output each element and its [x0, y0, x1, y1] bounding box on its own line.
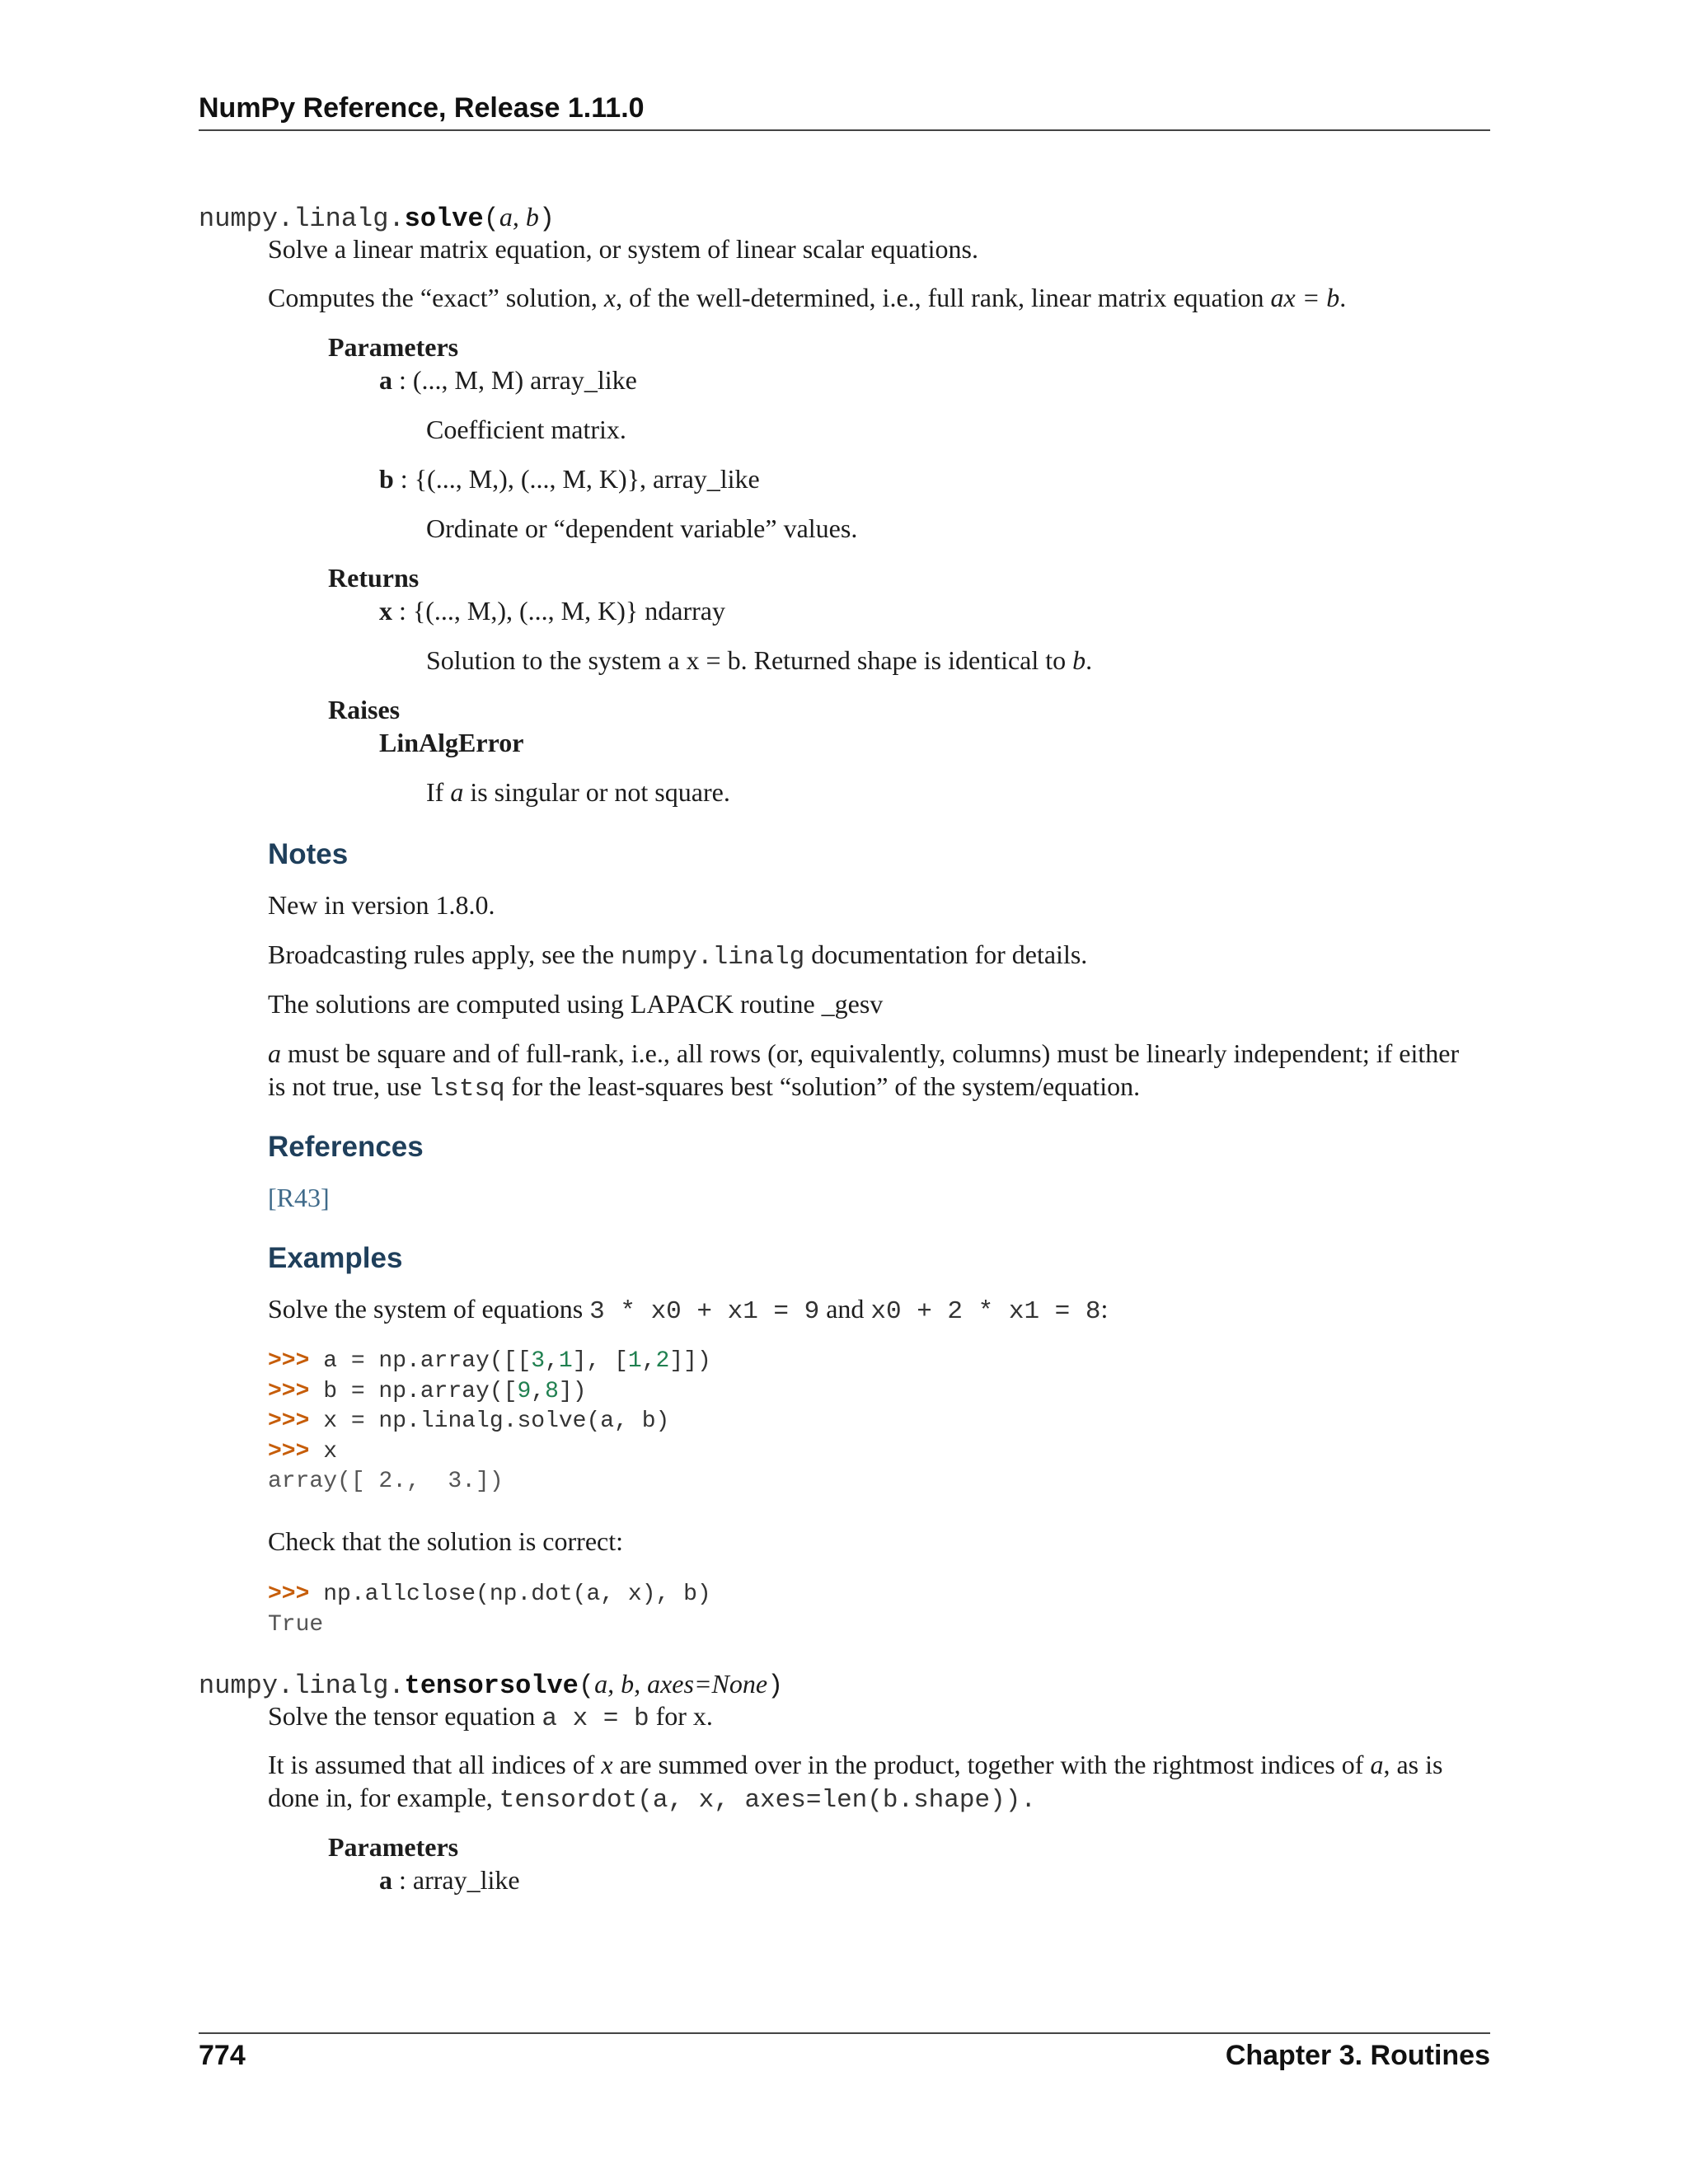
examples-intro	[268, 1294, 1108, 1326]
tensorsolve-signature	[199, 1669, 783, 1701]
return-x	[379, 596, 725, 626]
code-number: 1	[627, 1348, 642, 1374]
tensorsolve-function-name: tensorsolve	[404, 1671, 579, 1701]
tensorsolve-parameters-label: Parameters	[328, 1832, 459, 1862]
tensordot-code: tensordot(a, x, axes=len(b.shape))	[499, 1786, 1021, 1815]
close-paren: )	[538, 204, 556, 234]
code-text: ], [	[572, 1348, 628, 1374]
prompt-marker: >>>	[268, 1378, 310, 1404]
solve-description	[268, 283, 1346, 313]
note-square-text2: is not true, use	[268, 1071, 429, 1101]
equation-2-code: x0 + 2 * x1 = 8	[870, 1297, 1101, 1326]
code-line	[268, 1347, 711, 1377]
param-b-type: : {(..., M,), (..., M, K)}, array_like	[393, 464, 760, 494]
code-text: ])	[558, 1378, 587, 1404]
code-line	[268, 1610, 711, 1641]
code-line	[268, 1580, 711, 1610]
examples-intro-end: :	[1100, 1294, 1109, 1324]
note-broadcasting-text: Broadcasting rules apply, see the	[268, 940, 621, 969]
page-number: 774	[199, 2040, 246, 2071]
tensorsolve-desc-end: , as is	[1383, 1750, 1443, 1779]
examples-heading: Examples	[268, 1242, 403, 1274]
param-b-name: b	[379, 464, 394, 494]
lstsq-link[interactable]: lstsq	[428, 1075, 505, 1104]
raise-desc-var-a: a	[450, 777, 464, 807]
solve-module: numpy.linalg.	[199, 204, 405, 234]
code-number: 9	[517, 1378, 532, 1404]
code-text: b = np.array([	[309, 1378, 518, 1404]
code-number: 2	[655, 1348, 670, 1374]
tensorsolve-desc-var-x: x	[601, 1750, 613, 1779]
raises-label: Raises	[328, 695, 401, 724]
solve-signature	[199, 202, 555, 234]
note-var-a: a	[268, 1038, 281, 1068]
tensorsolve-summary-end: for x.	[649, 1701, 713, 1731]
code-text: x	[309, 1438, 338, 1465]
return-desc-text: Solution to the system a x = b. Returned shape is identical to	[426, 645, 1073, 675]
tensorsolve-param-a-name: a	[379, 1865, 392, 1895]
solve-args: a, b	[499, 202, 539, 232]
code-text: np.allclose(np.dot(a, x), b)	[309, 1582, 711, 1607]
code-line	[268, 1407, 711, 1437]
note-square-end: for the least-squares best “solution” of the system/equation.	[504, 1071, 1141, 1101]
prompt-marker: >>>	[268, 1408, 310, 1435]
equation-1-code: 3 * x0 + x1 = 9	[589, 1297, 820, 1326]
desc-equation: ax = b	[1270, 283, 1340, 312]
code-text: ,	[545, 1348, 559, 1374]
param-a-name: a	[379, 365, 392, 395]
code-text: x = np.linalg.solve(a, b)	[309, 1408, 670, 1435]
tensorsolve-desc2-text: done in, for example,	[268, 1783, 499, 1812]
solve-function-name: solve	[404, 204, 484, 234]
tensorsolve-desc-line1	[268, 1750, 1442, 1780]
code-number: 1	[558, 1348, 573, 1374]
tensorsolve-desc-line2	[268, 1783, 1036, 1815]
tensorsolve-desc-var-a: a	[1370, 1750, 1384, 1779]
code-block-2	[268, 1580, 711, 1640]
tensorsolve-desc2-end: .	[1020, 1786, 1036, 1815]
note-version: New in version 1.8.0.	[268, 890, 495, 920]
code-text: ,	[641, 1348, 656, 1374]
code-number: 8	[545, 1378, 559, 1404]
header-rule	[199, 129, 1490, 131]
prompt-marker: >>>	[268, 1348, 310, 1374]
examples-intro-text: Solve the system of equations	[268, 1294, 590, 1324]
open-paren: (	[578, 1671, 595, 1701]
parameters-label: Parameters	[328, 332, 459, 362]
tensorsolve-module: numpy.linalg.	[199, 1671, 405, 1701]
code-line	[268, 1467, 711, 1497]
return-x-name: x	[379, 596, 392, 626]
note-square-line1	[268, 1038, 1459, 1069]
open-paren: (	[483, 204, 499, 234]
notes-heading: Notes	[268, 838, 349, 870]
check-intro: Check that the solution is correct:	[268, 1526, 623, 1556]
param-a-type: : (..., M, M) array_like	[392, 365, 637, 395]
prompt-marker: >>>	[268, 1582, 310, 1607]
note-lapack: The solutions are computed using LAPACK routine _gesv	[268, 989, 884, 1019]
raise-linalgerror: LinAlgError	[379, 728, 524, 757]
footer-rule	[199, 2032, 1490, 2034]
code-output: array([ 2., 3.])	[268, 1469, 504, 1495]
code-line	[268, 1437, 711, 1468]
note-square-text: must be square and of full-rank, i.e., all rows (or, equivalently, columns) must be linearly independent; if either	[281, 1038, 1460, 1068]
desc-end: .	[1339, 283, 1347, 312]
raise-description	[426, 777, 730, 808]
tensorsolve-args: a, b, axes=None	[594, 1669, 768, 1699]
note-broadcasting	[268, 940, 1087, 972]
tensorsolve-param-a-type: : array_like	[392, 1865, 520, 1895]
param-a	[379, 365, 637, 396]
close-paren: )	[767, 1671, 784, 1701]
desc-var-x: x	[603, 283, 617, 312]
raise-desc-text: If	[426, 777, 451, 807]
code-text: a = np.array([[	[309, 1348, 532, 1374]
code-block-1	[268, 1347, 711, 1497]
code-text: ]])	[669, 1348, 711, 1374]
chapter-title: Chapter 3. Routines	[1225, 2040, 1490, 2071]
code-number: 3	[531, 1348, 546, 1374]
code-text: ,	[531, 1378, 546, 1404]
param-b-description: Ordinate or “dependent variable” values.	[426, 513, 858, 543]
param-b	[379, 464, 760, 494]
code-output: True	[268, 1611, 324, 1638]
reference-r43-link[interactable]: [R43]	[268, 1183, 330, 1212]
return-x-description	[426, 645, 1092, 676]
tensorsolve-desc-text: It is assumed that all indices of	[268, 1750, 602, 1779]
running-header: NumPy Reference, Release 1.11.0	[199, 92, 645, 124]
raise-desc-end: is singular or not square.	[463, 777, 730, 807]
note-broadcasting-code: numpy.linalg	[621, 943, 805, 972]
examples-intro-and: and	[819, 1294, 871, 1324]
references-heading: References	[268, 1131, 424, 1163]
return-desc-end: .	[1085, 645, 1093, 675]
return-x-type: : {(..., M,), (..., M, K)} ndarray	[392, 596, 725, 626]
param-a-description: Coefficient matrix.	[426, 415, 626, 444]
tensor-equation-code: a x = b	[542, 1704, 649, 1733]
tensorsolve-desc-mid: are summed over in the product, together with the rightmost indices of	[612, 1750, 1371, 1779]
returns-label: Returns	[328, 563, 420, 593]
tensorsolve-summary-text: Solve the tensor equation	[268, 1701, 542, 1731]
code-line	[268, 1377, 711, 1408]
tensorsolve-param-a	[379, 1865, 520, 1896]
return-desc-var-b: b	[1072, 645, 1086, 675]
desc-text-mid: , of the well-determined, i.e., full rank, linear matrix equation	[616, 283, 1271, 312]
tensorsolve-summary	[268, 1701, 713, 1733]
solve-summary: Solve a linear matrix equation, or system of linear scalar equations.	[268, 234, 978, 264]
prompt-marker: >>>	[268, 1438, 310, 1465]
desc-text: Computes the “exact” solution,	[268, 283, 604, 312]
note-broadcasting-end: documentation for details.	[804, 940, 1088, 969]
note-square-line2	[268, 1071, 1140, 1104]
